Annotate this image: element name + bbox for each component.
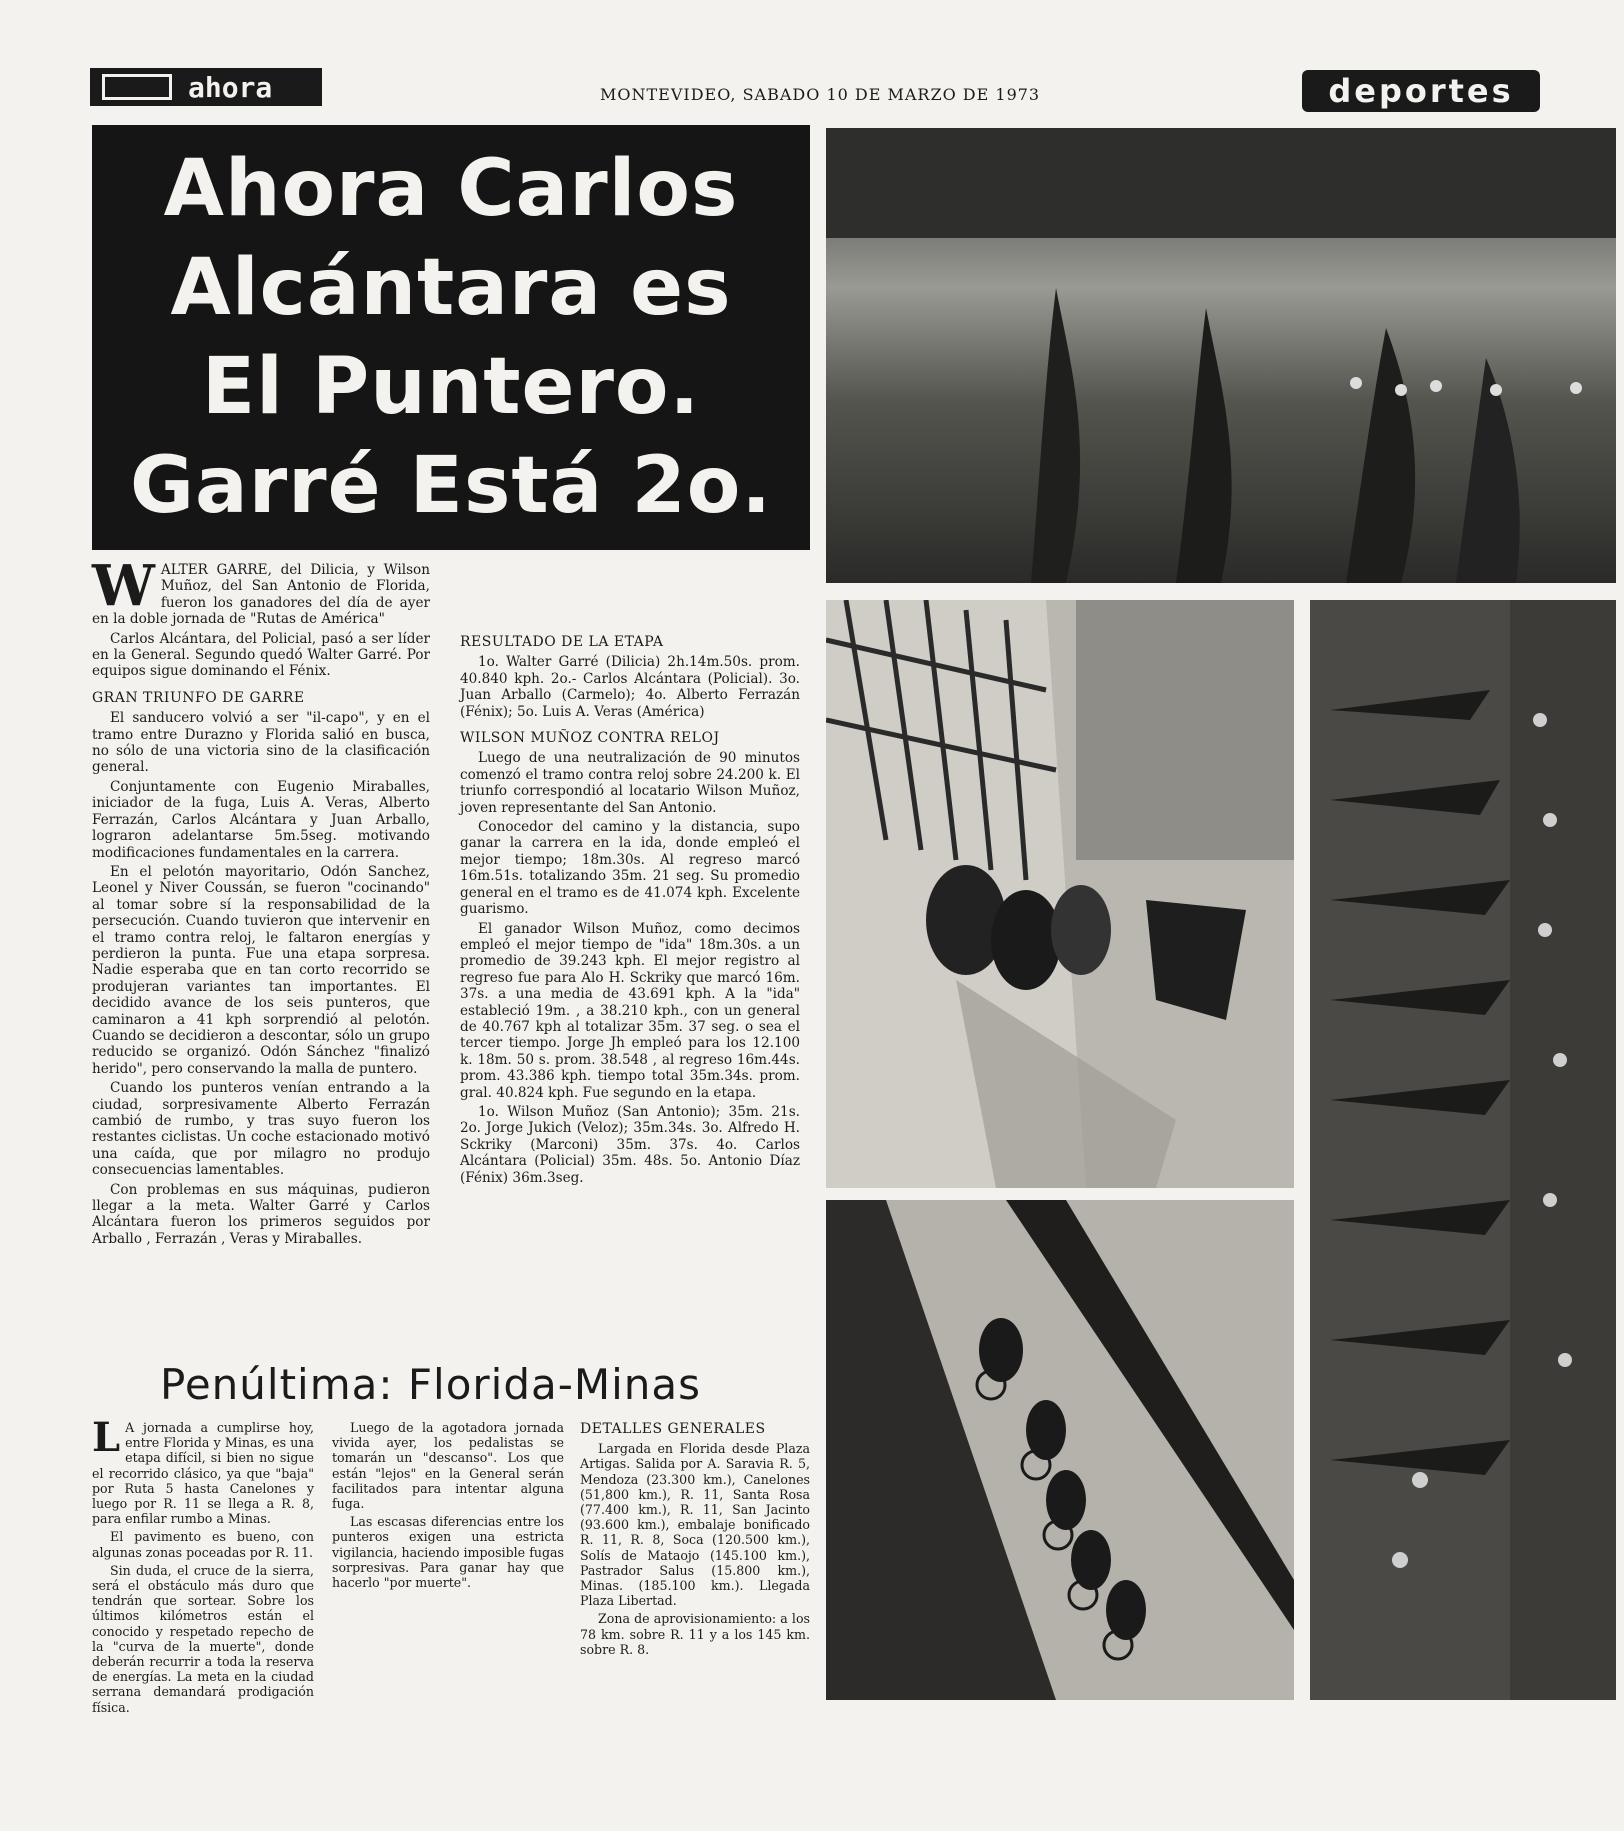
article-paragraph: Cuando los punteros venían entrando a la ciudad, sorpresivamente Alberto Ferrazán cambió de rumbo, y tras suyo fueron los restantes ciclistas. Un coche estacionado motivó una caída, que por milagro no produjo consecuencias lamentables. <box>92 1080 430 1179</box>
subsection-heading: RESULTADO DE LA ETAPA <box>460 634 664 650</box>
photo-image <box>826 600 1294 1188</box>
photo-cyclists-road <box>826 1200 1294 1700</box>
article-paragraph: El ganador Wilson Muñoz, como decimos empleó el mejor tiempo de "ida" 18m.30s. a un promedio de 39.243 kph. El mejor registro al regreso fue para Alo H. Sckriky que marcó 16m. 37s. a una media de 43.691 kph. A la "ida" estableció 19m. , a 38.210 kph., con un general de 40.767 kph al totalizar 35m. 37 seg. o sea el tercer tiempo. Jorge Jh empleó para los 12.100 k. 18m. 50 s. prom. 38.548 , al regreso 16m.44s. prom. 43.386 kph. tiempo total 35m.34s. prom. gral. 40.824 kph. Fue segundo en la etapa. <box>460 920 800 1101</box>
headline-line-4: Garré Está 2o. <box>130 441 772 532</box>
article-paragraph: El sanducero volvió a ser "il-capo", y en el tramo entre Durazno y Florida salió en busca, no sólo de una victoria sino de la clasificación general. <box>92 710 430 776</box>
second-article-column-2 <box>332 1420 564 1593</box>
headline-line-3: El Puntero. <box>201 342 701 433</box>
article-paragraph: Zona de aprovisionamiento: a los 78 km. sobre R. 11 y a los 145 km. sobre R. 8. <box>580 1611 810 1657</box>
article-paragraph: El pavimento es bueno, con algunas zonas poceadas por R. 11. <box>92 1529 314 1560</box>
photo-bridge-cyclists <box>826 600 1294 1188</box>
second-article-column-3 <box>580 1420 810 1660</box>
article-paragraph: Conocedor del camino y la distancia, supo ganar la carrera en la ida, donde empleó el mejor tiempo; 18m.30s. Al regreso marcó 16m.51s. totalizando 35m. 21 seg. Su promedio general en el tramo es de 41.074 kph. Excelente guarismo. <box>460 819 800 918</box>
article-paragraph: Conjuntamente con Eugenio Miraballes, iniciador de la fuga, Luis A. Veras, Alberto Ferrazán, Carlos Alcántara y Juan Arballo, lograron adelantarse 5m.5seg. motivando modificaciones fundamentales en la carrera. <box>92 778 430 861</box>
article-paragraph: Luego de una neutralización de 90 minutos comenzó el tramo contra reloj sobre 24.200 k. El triunfo correspondió al locatario Wilson Muñoz, joven representante del San Antonio. <box>460 750 800 816</box>
article-paragraph: Las escasas diferencias entre los punteros exigen una estricta vigilancia, haciendo imposible fugas sorpresivas. Para ganar hay que hacerlo "por muerte". <box>332 1514 564 1591</box>
masthead-logo <box>90 68 322 106</box>
photo-image <box>826 128 1616 583</box>
subsection-heading: GRAN TRIUNFO DE GARRE <box>92 689 305 706</box>
logo-text: ahora <box>188 70 273 104</box>
article-paragraph: 1o. Wilson Muñoz (San Antonio); 35m. 21s. 2o. Jorge Jukich (Veloz); 35m.34s. 3o. Alfredo H. Sckriky (Marconi) 35m. 37s. 4o. Carlos Alcántara (Policial) 35m. 48s. 5o. Antonio Díaz (Fénix) 36m.3seg. <box>460 1103 800 1186</box>
photo-road-peloton <box>1310 600 1616 1700</box>
article-paragraph: 1o. Walter Garré (Dilicia) 2h.14m.50s. prom. 40.840 kph. 2o.- Carlos Alcántara (Policial). 3o. Juan Arballo (Carmelo); 4o. Alberto Ferrazán (Fénix); 5o. Luis A. Veras (América) <box>460 654 800 720</box>
headline <box>92 125 810 550</box>
article-paragraph: Largada en Florida desde Plaza Artigas. Salida por A. Saravia R. 5, Mendoza (23.300 km.), Canelones (51,800 km.), R. 11, Santa Rosa (77.400 km.), R. 11, San Jacinto (93.600 km.), embalaje bonificado R. 11, R. 8, Soca (120.500 km.), Solís de Mataojo (145.100 km.), Pastrador Salus (15.800 km.), Minas. (185.100 km.). Llegada Plaza Libertad. <box>580 1441 810 1609</box>
photo-image <box>1310 600 1616 1700</box>
article-lead: L A jornada a cumplirse hoy, entre Florida y Minas, es una etapa difícil, si bien no sigue el recorrido clásico, ya que "baja" por Ruta 5 hasta Canelones y luego por R. 11 se llega a R. 8, para enfilar rumbo a Minas. <box>92 1414 314 1527</box>
article-paragraph: Luego de la agotadora jornada vivida ayer, los pedalistas se tomarán un "descanso". Los que están "lejos" en la General serán facilitados para intentar alguna fuga. <box>332 1420 564 1512</box>
dateline: MONTEVIDEO, SABADO 10 DE MARZO DE 1973 <box>600 85 1041 104</box>
article-column-2 <box>460 562 800 1189</box>
headline-line-1: Ahora Carlos <box>163 143 739 234</box>
article-paragraph: Sin duda, el cruce de la sierra, será el obstáculo más duro que tendrán que sortear. Sobre los últimos kilómetros están el conocido y respetado repecho de la "curva de la muerte", donde deberán recurrir a toda la reserva de energías. La meta en la ciudad serrana demandará prodigación física. <box>92 1562 314 1715</box>
article-paragraph: Carlos Alcántara, del Policial, pasó a ser líder en la General. Segundo quedó Walter Garré. Por equipos sigue dominando el Fénix. <box>92 630 430 680</box>
photo-image <box>826 1200 1294 1700</box>
photo-peloton-landscape <box>826 128 1616 583</box>
second-article-column-1 <box>92 1414 314 1718</box>
subsection-heading: DETALLES GENERALES <box>580 1421 766 1437</box>
article-paragraph: Con problemas en sus máquinas, pudieron llegar a la meta. Walter Garré y Carlos Alcántara fueron los primeros seguidos por Arballo , Ferrazán , Veras y Miraballes. <box>92 1181 430 1247</box>
second-article-title: Penúltima: Florida-Minas <box>160 1360 702 1409</box>
section-tag: deportes <box>1302 70 1540 112</box>
headline-line-2: Alcántara es <box>170 242 732 333</box>
subsection-heading: WILSON MUÑOZ CONTRA RELOJ <box>460 730 720 747</box>
article-paragraph: En el pelotón mayoritario, Odón Sanchez, Leonel y Niver Coussán, se fueron "cocinando" al tomar sobre sí la responsabilidad de la persecución. Cuando tuvieron que intervenir en el tramo contra reloj, le faltaron energías y perdieron la punta. Fue una etapa sorpresa. Nadie esperaba que en tan corto recorrido se produjeran variantes tan importantes. El decidido avance de los seis punteros, que caminaron a 41 kph sorprendió al pelotón. Cuando se decidieron a descontar, sólo un grupo reducido se organizó. Odón Sánchez "finalizó herido", pero conservando la malla de puntero. <box>92 863 430 1077</box>
logo-mark-icon <box>102 74 172 100</box>
drop-cap: L <box>92 1414 121 1461</box>
article-lead: W ALTER GARRE, del Dilicia, y Wilson Muñoz, del San Antonio de Florida, fueron los ganadores del día de ayer en la doble jornada de "Rutas de América" <box>92 553 430 628</box>
article-column-1 <box>92 553 430 1250</box>
drop-cap: W <box>92 553 155 619</box>
